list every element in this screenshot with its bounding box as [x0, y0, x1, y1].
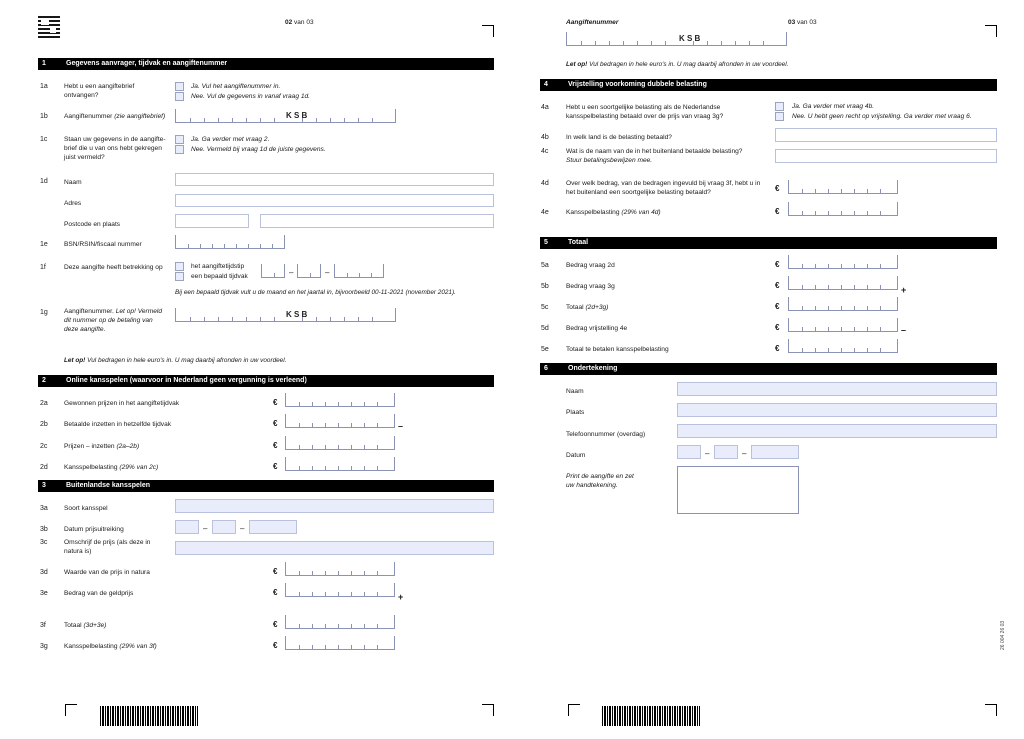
question-number: 5c	[541, 304, 549, 311]
option-label: Nee. U hebt geen recht op vrijstelling. Ga verder met vraag 6.	[792, 113, 972, 120]
question-label: Staan uw gegevens in de aangifte-brief die u van ons hebt gekregen juist vermeld?	[64, 136, 166, 161]
plus-sign: +	[398, 592, 404, 602]
checkbox-4a-nee[interactable]	[775, 112, 784, 121]
euro-sign: €	[273, 567, 278, 576]
question-number: 5a	[541, 262, 549, 269]
postcode-label: Postcode en plaats	[64, 221, 121, 228]
question-number: 4d	[541, 180, 549, 187]
ondertekening-naam-input[interactable]	[677, 382, 997, 396]
question-number: 1f	[40, 264, 46, 271]
note-let-op: Let op! Vul bedragen in hele euro's in. U mag daarbij afronden in uw voordeel.	[64, 357, 287, 364]
barcode	[100, 706, 198, 726]
option-label: een bepaald tijdvak	[191, 273, 248, 280]
amount-3d-input[interactable]	[285, 562, 395, 576]
question-label: Bedrag vraag 3g	[566, 283, 615, 290]
minus-sign: –	[398, 421, 404, 431]
question-label: Totaal te betalen kansspelbelasting	[566, 346, 669, 353]
amount-5b-input[interactable]	[788, 276, 898, 290]
question-number: 4b	[541, 134, 549, 141]
question-number: 2c	[40, 443, 48, 450]
question-number: 3b	[40, 526, 48, 533]
header-aangiftenummer-label: Aangiftenummer	[566, 19, 619, 26]
amount-2a-input[interactable]	[285, 393, 395, 407]
naam-input[interactable]	[175, 173, 494, 186]
adres-label: Adres	[64, 200, 82, 207]
question-number: 5d	[541, 325, 549, 332]
euro-sign: €	[273, 641, 278, 650]
omschrijving-prijs-input[interactable]	[175, 541, 494, 555]
amount-4d-input[interactable]	[788, 180, 898, 194]
section-4-header: 4 Vrijstelling voorkoming dubbele belasting	[540, 79, 997, 91]
euro-sign: €	[273, 419, 278, 428]
question-label: Bedrag vraag 2d	[566, 262, 615, 269]
question-number: 4e	[541, 209, 549, 216]
question-label: BSN/RSIN/fiscaal nummer	[64, 241, 142, 248]
amount-5a-input[interactable]	[788, 255, 898, 269]
question-label: Totaal (3d+3e)	[64, 622, 107, 629]
telefoon-input[interactable]	[677, 424, 997, 438]
question-label: Bedrag van de geldprijs	[64, 590, 134, 597]
question-number: 5b	[541, 283, 549, 290]
datum-year-input[interactable]	[751, 445, 799, 459]
question-number: 3d	[40, 569, 48, 576]
plus-sign: +	[901, 285, 907, 295]
euro-sign: €	[273, 441, 278, 450]
question-label: Soort kansspel	[64, 505, 108, 512]
amount-3e-input[interactable]	[285, 583, 395, 597]
question-number: 1g	[40, 309, 48, 316]
bsn-input[interactable]	[175, 235, 285, 249]
minus-sign: –	[901, 325, 907, 335]
checkbox-1a-ja[interactable]	[175, 82, 184, 91]
checkbox-1c-ja[interactable]	[175, 135, 184, 144]
section-1-header: 1 Gegevens aanvrager, tijdvak en aangiftenummer	[38, 58, 494, 70]
option-label: het aangiftetijdstip	[191, 263, 245, 270]
land-input[interactable]	[775, 128, 997, 142]
crop-mark-bottom-right	[482, 704, 494, 716]
code-text: K S B	[679, 34, 701, 43]
crop-mark-top-right	[985, 25, 997, 37]
handtekening-hint: Print de aangifte en zet uw handtekening.	[566, 473, 634, 489]
euro-sign: €	[273, 588, 278, 597]
euro-sign: €	[775, 184, 780, 193]
question-label: Aangiftenummer. Let op! Vermeld dit nummer op de betaling van deze aangifte.	[64, 308, 163, 333]
aangiftenummer-input[interactable]	[175, 109, 396, 123]
date-3b-year[interactable]	[249, 520, 297, 534]
question-label: Kansspelbelasting (29% van 4d)	[566, 209, 661, 216]
question-number: 1e	[40, 241, 48, 248]
page-03	[512, 0, 1024, 739]
section-2-header: 2 Online kansspelen (waarvoor in Nederland geen vergunning is verleend)	[38, 375, 494, 387]
crop-mark-top-right	[482, 25, 494, 37]
question-number: 2d	[40, 464, 48, 471]
amount-5d-input[interactable]	[788, 318, 898, 332]
plaats-input[interactable]	[260, 214, 494, 228]
question-number: 3f	[40, 622, 46, 629]
date-separator: –	[240, 524, 245, 533]
option-label: Ja. Ga verder met vraag 4b.	[792, 103, 875, 110]
question-label: Aangiftenummer (zie aangiftebrief)	[64, 113, 166, 120]
postcode-input[interactable]	[175, 214, 249, 228]
date-separator: –	[705, 449, 710, 458]
tijdvak-year-input[interactable]	[334, 264, 384, 278]
question-label: Datum prijsuitreiking	[64, 526, 124, 533]
question-number: 3g	[40, 643, 48, 650]
form-code: 26 004 26 03	[1000, 620, 1006, 650]
euro-sign: €	[775, 323, 780, 332]
question-label: Hebt u een aangiftebrief ontvangen?	[64, 83, 135, 99]
tijdvak-hint: Bij een bepaald tijdvak vult u de maand en het jaartal in, bijvoorbeeld 00-11-2021 (november 2021).	[175, 289, 456, 296]
question-number: 3c	[40, 539, 48, 546]
amount-2b-input[interactable]	[285, 414, 395, 428]
question-label: Wat is de naam van de in het buitenland betaalde belasting? Stuur betalingsbewijzen mee.	[566, 148, 743, 164]
question-label: Kansspelbelasting (29% van 2c)	[64, 464, 159, 471]
question-number: 4a	[541, 104, 549, 111]
aangiftenummer-betaling-input[interactable]	[175, 308, 396, 322]
telefoon-label: Telefoonnummer (overdag)	[566, 431, 646, 438]
question-number: 3e	[40, 590, 48, 597]
question-number: 2a	[40, 400, 48, 407]
question-number: 1c	[40, 136, 48, 143]
checkbox-1f-tijdvak[interactable]	[175, 272, 184, 281]
question-label: Waarde van de prijs in natura	[64, 569, 150, 576]
question-label: Prijzen – inzetten (2a–2b)	[64, 443, 140, 450]
page-number: 03 van 03	[788, 19, 817, 26]
question-label: Betaalde inzetten in hetzelfde tijdvak	[64, 421, 172, 428]
question-label: Deze aangifte heeft betrekking op	[64, 264, 163, 271]
checkbox-1c-nee[interactable]	[175, 145, 184, 154]
header-aangiftenummer-input[interactable]	[566, 32, 787, 46]
question-number: 1a	[40, 83, 48, 90]
amount-3g-input[interactable]	[285, 636, 395, 650]
soort-kansspel-input[interactable]	[175, 499, 494, 513]
option-label: Ja. Ga verder met vraag 2.	[191, 136, 270, 143]
amount-4e-input[interactable]	[788, 202, 898, 216]
question-number: 4c	[541, 148, 549, 155]
checkbox-4a-ja[interactable]	[775, 102, 784, 111]
section-5-header: 5 Totaal	[540, 237, 997, 249]
euro-sign: €	[273, 398, 278, 407]
date-separator: –	[203, 524, 208, 533]
option-label: Ja. Vul het aangiftenummer in.	[191, 83, 281, 90]
naam-label: Naam	[566, 388, 584, 395]
signature-box[interactable]	[677, 466, 799, 514]
amount-2d-input[interactable]	[285, 457, 395, 471]
date-separator: –	[289, 268, 294, 277]
checkbox-1f-aangiftetijdstip[interactable]	[175, 262, 184, 271]
note-let-op: Let op! Vul bedragen in hele euro's in. U mag daarbij afronden in uw voordeel.	[566, 61, 789, 68]
date-separator: –	[325, 268, 330, 277]
euro-sign: €	[273, 462, 278, 471]
plaats-label: Plaats	[566, 409, 585, 416]
amount-5e-input[interactable]	[788, 339, 898, 353]
datum-label: Datum	[566, 452, 586, 459]
code-text: K S B	[286, 111, 308, 120]
question-number: 2b	[40, 421, 48, 428]
crop-mark-bottom-left	[568, 704, 580, 716]
tijdvak-month-input[interactable]	[297, 264, 321, 278]
page-number: 02 van 03	[285, 19, 314, 26]
question-number: 5e	[541, 346, 549, 353]
date-separator: –	[742, 449, 747, 458]
euro-sign: €	[775, 302, 780, 311]
datum-month-input[interactable]	[714, 445, 738, 459]
question-label: Hebt u een soortgelijke belasting als de Nederlandse kansspelbelasting betaald over de prijs van vraag 3g?	[566, 104, 724, 120]
option-label: Nee. Vermeld bij vraag 1d de juiste gegevens.	[191, 146, 326, 153]
datum-day-input[interactable]	[677, 445, 701, 459]
question-number: 3a	[40, 505, 48, 512]
code-text: K S B	[286, 310, 308, 319]
question-number: 1d	[40, 178, 48, 185]
date-3b-month[interactable]	[212, 520, 236, 534]
euro-sign: €	[775, 207, 780, 216]
question-label: Bedrag vrijstelling 4e	[566, 325, 628, 332]
section-3-header: 3 Buitenlandse kansspelen	[38, 480, 494, 492]
belasting-naam-input[interactable]	[775, 149, 997, 163]
euro-sign: €	[273, 620, 278, 629]
option-label: Nee. Vul de gegevens in vanaf vraag 1d.	[191, 93, 311, 100]
section-6-header: 6 Ondertekening	[540, 363, 997, 375]
adres-input[interactable]	[175, 194, 494, 207]
checkbox-1a-nee[interactable]	[175, 92, 184, 101]
question-label: Omschrijf de prijs (als deze in natura is)	[64, 539, 151, 555]
tijdvak-day-input[interactable]	[261, 264, 285, 278]
euro-sign: €	[775, 260, 780, 269]
crop-mark-bottom-left	[65, 704, 77, 716]
ondertekening-plaats-input[interactable]	[677, 403, 997, 417]
amount-3f-input[interactable]	[285, 615, 395, 629]
question-label: Totaal (2d+3g)	[566, 304, 609, 311]
amount-2c-input[interactable]	[285, 436, 395, 450]
naam-label: Naam	[64, 179, 82, 186]
euro-sign: €	[775, 281, 780, 290]
amount-5c-input[interactable]	[788, 297, 898, 311]
euro-sign: €	[775, 344, 780, 353]
question-label: Gewonnen prijzen in het aangiftetijdvak	[64, 400, 180, 407]
question-number: 1b	[40, 113, 48, 120]
question-label: Over welk bedrag, van de bedragen ingevuld bij vraag 3f, hebt u in het buitenland een soortgelijke belasting betaald?	[566, 180, 761, 196]
question-label: Kansspelbelasting (29% van 3f)	[64, 643, 157, 650]
question-label: In welk land is de belasting betaald?	[566, 134, 672, 141]
datamatrix-code	[38, 16, 60, 38]
date-3b-day[interactable]	[175, 520, 199, 534]
barcode	[602, 706, 700, 726]
crop-mark-bottom-right	[985, 704, 997, 716]
